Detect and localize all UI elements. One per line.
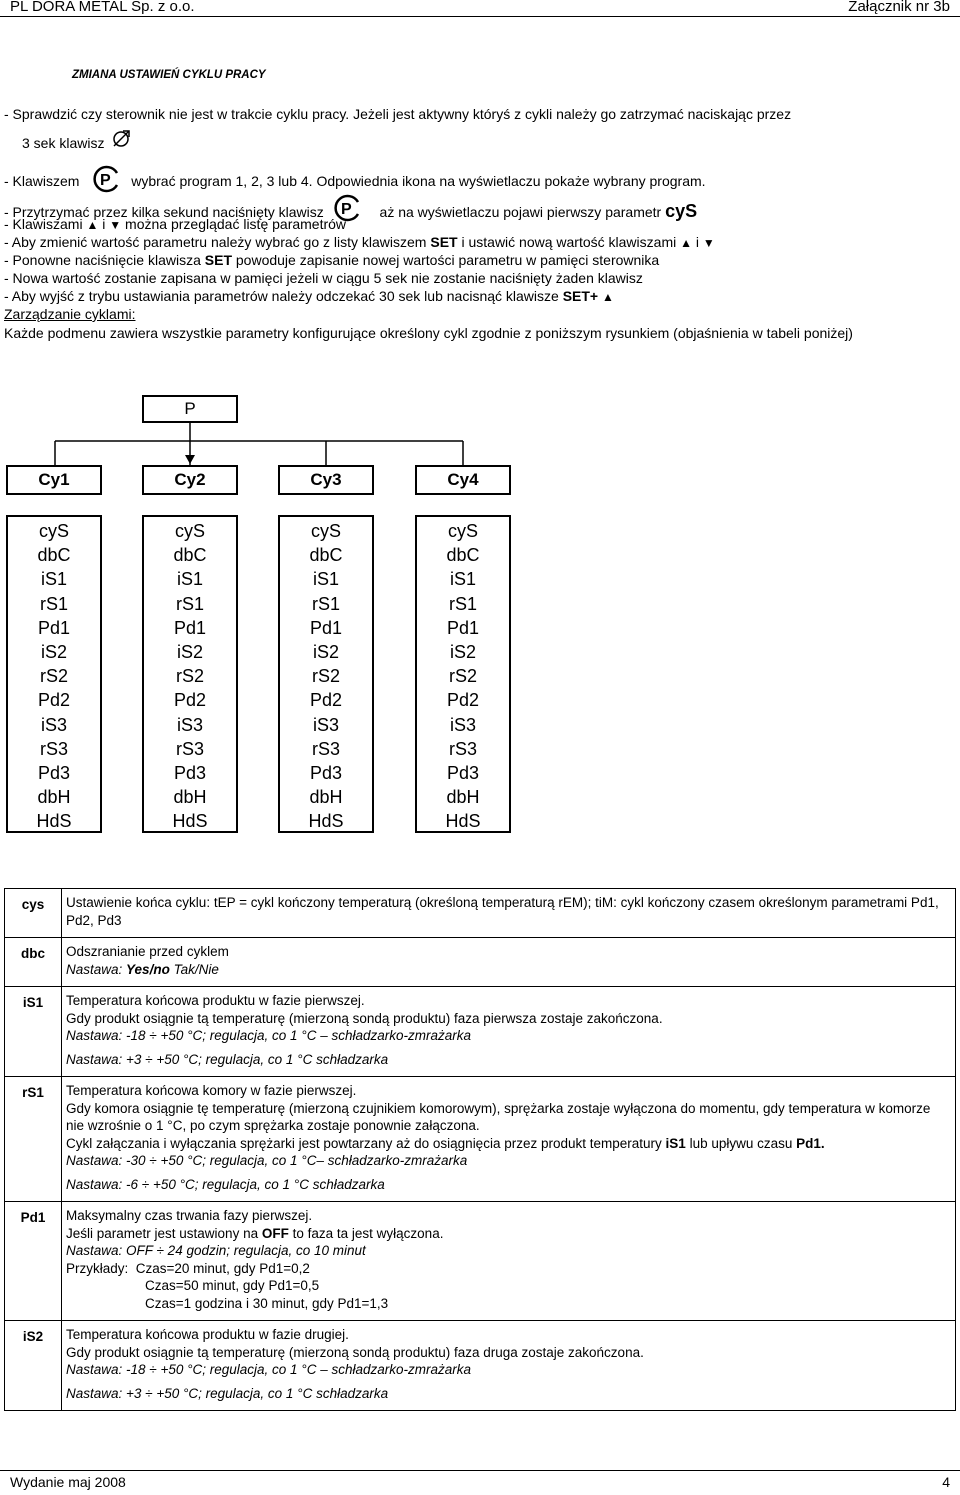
param-item: Pd3 bbox=[37, 762, 71, 783]
instruction-6-mid: i ustawić nową wartość klawiszami bbox=[461, 234, 677, 250]
description-text: Maksymalny czas trwania fazy pierwszej. bbox=[66, 1208, 313, 1223]
table-row bbox=[5, 1321, 956, 1411]
text-part: Cykl załączania i wyłączania sprężarki jest powtarzany aż do osiągnięcia przez produkt temperatury bbox=[66, 1135, 662, 1151]
text-part: Jeśli parametr jest ustawiony na bbox=[66, 1225, 259, 1241]
table-row bbox=[5, 1202, 956, 1321]
param-item: rS2 bbox=[311, 666, 340, 687]
param-item: Pd3 bbox=[309, 762, 343, 783]
parameter-description-table bbox=[4, 888, 956, 1411]
description-text: Gdy produkt osiągnie tą temperaturę (mierzoną sondą produktu) faza druga zostaje zakończona. bbox=[66, 1344, 644, 1360]
param-item: dbC bbox=[446, 545, 480, 566]
param-item: HdS bbox=[36, 811, 72, 832]
param-key: iS2 bbox=[5, 1321, 62, 1411]
setting-line: Nastawa: -30 ÷ +50 °C; regulacja, co 1 °C– schładzarko-zmrażarka bbox=[66, 1153, 468, 1168]
param-key: rS1 bbox=[5, 1077, 62, 1202]
param-item: rS3 bbox=[448, 738, 477, 759]
diagram-intro: Każde podmenu zawiera wszystkie parametry konfigurujące określony cykl zgodnie z poniższym rysunkiem (objaśnienia w tabeli poniżej) bbox=[4, 325, 853, 341]
cycle-header-cy1: Cy1 bbox=[6, 465, 102, 495]
cycles-heading: Zarządzanie cyklami: bbox=[4, 306, 136, 322]
instruction-6-start: - Aby zmienić wartość parametru należy wybrać go z listy klawiszem bbox=[4, 234, 427, 250]
instruction-8: - Nowa wartość zostanie zapisana w pamięci jeżeli w ciągu 5 sek nie zostanie naciśnięty żaden klawisz bbox=[4, 270, 643, 286]
set-key-label: SET bbox=[204, 252, 232, 268]
param-item: iS1 bbox=[449, 569, 476, 590]
param-item: rS1 bbox=[39, 593, 68, 614]
edition-label: Wydanie maj 2008 bbox=[10, 1474, 126, 1490]
param-description bbox=[62, 1202, 956, 1321]
arrow-down-icon: ▼ bbox=[109, 218, 122, 232]
param-description bbox=[62, 938, 956, 987]
param-key: Pd1 bbox=[5, 1202, 62, 1321]
description-text: Temperatura końcowa produktu w fazie drugiej. bbox=[66, 1327, 349, 1342]
svg-text:P: P bbox=[100, 172, 112, 189]
param-item: dbH bbox=[37, 787, 71, 808]
cycle-header-cy2: Cy2 bbox=[142, 465, 238, 495]
footer-divider bbox=[0, 1470, 960, 1471]
setting-value: Yes/no bbox=[126, 961, 170, 977]
param-item: Pd1 bbox=[309, 617, 343, 638]
param-item: iS1 bbox=[176, 569, 203, 590]
description-text bbox=[66, 1135, 951, 1153]
arrow-up-icon: ▲ bbox=[86, 218, 99, 232]
param-item: HdS bbox=[172, 811, 208, 832]
instruction-5-end: można przeglądać listę parametrów bbox=[125, 216, 347, 232]
setting-line bbox=[66, 961, 951, 979]
description-text: Gdy produkt osiągnie tą temperaturę (mierzoną sondą produktu) faza pierwsza zostaje zakończona. bbox=[66, 1010, 663, 1026]
svg-text:P: P bbox=[340, 201, 352, 218]
param-item: rS2 bbox=[175, 666, 204, 687]
table-row bbox=[5, 938, 956, 987]
param-item: rS2 bbox=[448, 666, 477, 687]
example-line: Czas=1 godzina i 30 minut, gdy Pd1=1,3 bbox=[145, 1295, 389, 1311]
param-item: dbH bbox=[173, 787, 207, 808]
instruction-6-and: i bbox=[695, 234, 700, 250]
param-item: dbC bbox=[309, 545, 343, 566]
param-item: HdS bbox=[445, 811, 481, 832]
param-key: cys bbox=[5, 889, 62, 938]
instruction-9-start: - Aby wyjść z trybu ustawiania parametrów należy odczekać 30 sek lub nacisnąć klawisze bbox=[4, 288, 559, 304]
instruction-4-start: - Przytrzymać przez kilka sekund naciśnięty klawisz bbox=[4, 204, 324, 220]
param-item: iS1 bbox=[40, 569, 67, 590]
instruction-5-and: i bbox=[102, 216, 106, 232]
cycle-param-list-cy2 bbox=[142, 515, 238, 833]
table-row bbox=[5, 987, 956, 1077]
param-item: rS2 bbox=[39, 666, 68, 687]
param-item: Pd2 bbox=[309, 690, 343, 711]
instruction-1: - Sprawdzić czy sterownik nie jest w trakcie cyklu pracy. Jeżeli jest aktywny któryś z cykli należy go zatrzymać naciskając przez bbox=[4, 106, 792, 122]
param-description bbox=[62, 1321, 956, 1411]
table-row bbox=[5, 889, 956, 938]
text-part: to faza ta jest wyłączona. bbox=[292, 1225, 444, 1241]
param-item: HdS bbox=[308, 811, 344, 832]
param-key: iS1 bbox=[5, 987, 62, 1077]
param-ref: iS1 bbox=[665, 1135, 686, 1151]
off-value: OFF bbox=[261, 1225, 289, 1241]
param-item: Pd3 bbox=[173, 762, 207, 783]
example-line: Czas=50 minut, gdy Pd1=0,5 bbox=[145, 1278, 320, 1293]
instruction-7-start: - Ponowne naciśnięcie klawisza bbox=[4, 252, 201, 268]
first-parameter-label: cyS bbox=[665, 201, 698, 221]
arrow-up-icon: ▲ bbox=[680, 236, 692, 250]
annex-label: Załącznik nr 3b bbox=[848, 0, 950, 15]
description-text bbox=[66, 1225, 951, 1243]
setting-line: Nastawa: +3 ÷ +50 °C; regulacja, co 1 °C schładzarka bbox=[66, 1385, 389, 1401]
param-item: cyS bbox=[310, 521, 341, 541]
param-item: iS2 bbox=[312, 641, 339, 662]
setting-translation: Tak/Nie bbox=[173, 961, 219, 977]
setting-label: Nastawa: bbox=[66, 961, 123, 977]
param-item: dbC bbox=[173, 545, 207, 566]
description-text: Odszranianie przed cyklem bbox=[66, 944, 229, 959]
param-item: cyS bbox=[447, 521, 478, 541]
param-item: iS2 bbox=[449, 641, 476, 662]
param-item: Pd2 bbox=[173, 690, 207, 711]
set-key-label: SET bbox=[430, 234, 458, 250]
description-text: Temperatura końcowa komory w fazie pierwszej. bbox=[66, 1083, 357, 1098]
param-item: Pd1 bbox=[37, 617, 71, 638]
param-item: dbC bbox=[37, 545, 71, 566]
arrow-up-icon: ▲ bbox=[602, 290, 614, 304]
param-item: rS1 bbox=[311, 593, 340, 614]
instruction-2-text: 3 sek klawisz bbox=[22, 135, 105, 151]
param-item: rS3 bbox=[311, 738, 340, 759]
param-item: iS1 bbox=[312, 569, 339, 590]
cycle-param-list-cy4 bbox=[415, 515, 511, 833]
company-name: PL DORA METAL Sp. z o.o. bbox=[10, 0, 195, 15]
param-item: Pd1 bbox=[173, 617, 207, 638]
setting-line: Nastawa: OFF ÷ 24 godzin; regulacja, co 10 minut bbox=[66, 1243, 366, 1258]
setting-line: Nastawa: -6 ÷ +50 °C; regulacja, co 1 °C schładzarka bbox=[66, 1176, 385, 1192]
instruction-3-end: wybrać program 1, 2, 3 lub 4. Odpowiednia ikona na wyświetlaczu pokaże wybrany program. bbox=[131, 173, 706, 189]
param-item: Pd3 bbox=[446, 762, 480, 783]
param-ref: Pd1. bbox=[796, 1135, 825, 1151]
setting-line: Nastawa: +3 ÷ +50 °C; regulacja, co 1 °C schładzarka bbox=[66, 1051, 389, 1067]
param-item: rS1 bbox=[175, 593, 204, 614]
setting-line: Nastawa: -18 ÷ +50 °C; regulacja, co 1 °C – schładzarko-zmrażarka bbox=[66, 1362, 471, 1377]
param-key: dbc bbox=[5, 938, 62, 987]
instruction-7-end: powoduje zapisanie nowej wartości parametru w pamięci sterownika bbox=[235, 252, 660, 268]
setting-line: Nastawa: -18 ÷ +50 °C; regulacja, co 1 °C – schładzarko-zmrażarka bbox=[66, 1028, 471, 1043]
param-item: iS2 bbox=[40, 641, 67, 662]
cycle-param-list-cy3 bbox=[278, 515, 374, 833]
param-item: Pd2 bbox=[446, 690, 480, 711]
text-part: lub upływu czasu bbox=[689, 1135, 793, 1151]
param-description bbox=[62, 987, 956, 1077]
section-title: ZMIANA USTAWIEŃ CYKLU PRACY bbox=[72, 69, 266, 81]
param-item: iS3 bbox=[312, 714, 339, 735]
param-item: iS2 bbox=[176, 641, 203, 662]
param-description bbox=[62, 889, 956, 938]
param-item: dbH bbox=[446, 787, 480, 808]
description-text: Temperatura końcowa produktu w fazie pierwszej. bbox=[66, 993, 365, 1008]
param-item: iS3 bbox=[176, 714, 203, 735]
instruction-5-start: - Klawiszami bbox=[4, 216, 83, 232]
description-text: Ustawienie końca cyklu: tEP = cykl kończony temperaturą (określoną temperaturą rEM); tiM: cykl kończony czasem określonym parametrami Pd1, Pd2, Pd3 bbox=[66, 895, 939, 928]
param-item: rS3 bbox=[175, 738, 204, 759]
instruction-4-mid: aż na wyświetlaczu pojawi pierwszy parametr bbox=[379, 204, 662, 220]
param-item: cyS bbox=[38, 521, 69, 541]
example-line: Przykłady: Czas=20 minut, gdy Pd1=0,2 bbox=[66, 1260, 310, 1276]
param-item: iS3 bbox=[449, 714, 476, 735]
cycle-header-cy3: Cy3 bbox=[278, 465, 374, 495]
param-item: cyS bbox=[174, 521, 205, 541]
cycle-header-cy4: Cy4 bbox=[415, 465, 511, 495]
page-number: 4 bbox=[942, 1474, 950, 1490]
instruction-3-start: - Klawiszem bbox=[4, 173, 80, 189]
table-row bbox=[5, 1077, 956, 1202]
param-description bbox=[62, 1077, 956, 1202]
param-item: rS3 bbox=[39, 738, 68, 759]
program-root-box: P bbox=[142, 395, 238, 423]
param-item: dbH bbox=[309, 787, 343, 808]
param-item: Pd1 bbox=[446, 617, 480, 638]
description-text: Gdy komora osiągnie tę temperaturę (mierzoną czujnikiem komorowym), sprężarka zostaje wyłączona do momentu, gdy temperatura w komorze nie wzrośnie o 1 °C, po czym sprężarka zostaje ponownie załączona. bbox=[66, 1100, 931, 1133]
param-item: rS1 bbox=[448, 593, 477, 614]
set-plus-key-label: SET+ bbox=[562, 288, 599, 304]
param-item: iS3 bbox=[40, 714, 67, 735]
cycle-param-list-cy1 bbox=[6, 515, 102, 833]
param-item: Pd2 bbox=[37, 690, 71, 711]
arrow-down-icon: ▼ bbox=[702, 236, 715, 250]
